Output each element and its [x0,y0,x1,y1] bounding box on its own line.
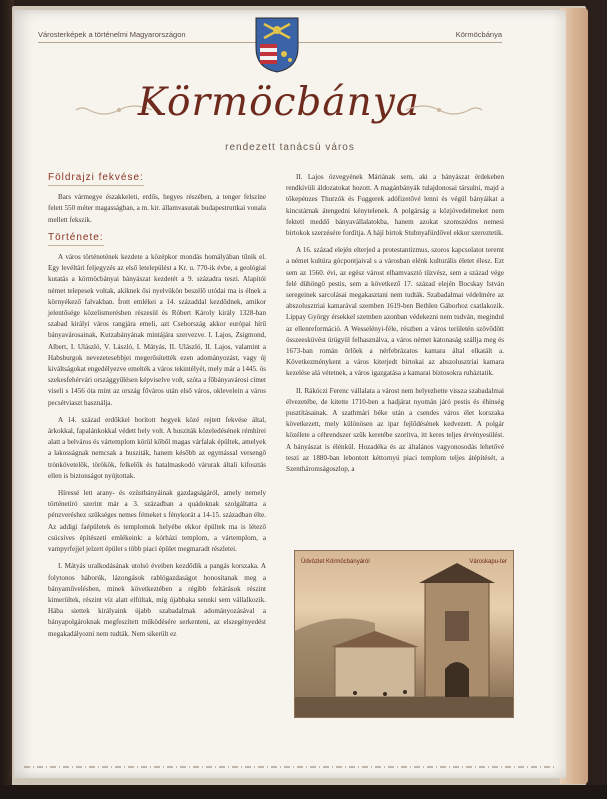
paragraph-history-1: A város történetének kezdete a középkor mondás homályában tűnik el. Egy levéltári feljegyzés az első letelepülést a Kr. u. 770-ik évbe, a geológiai kutatás a körmöcbányai bányászat kezdetét a 9. századra teszi. Alapítói német telepesek voltak, akiknek ősi nyelvükön beszélő utódai ma is élnek a környékező falvakban. Írott emlékei a 14. századdal kezdődnek, amikor jelentősége közelismerésben részesül és Róbert Károly király 1328-ban szabad királyi város rangjára emeli, azt Csehország akkor európai hírű bányavárosainak, Kutzabányának mintájára szervezve. I. Lajos, Zsigmond, Albert, I. Ulászló, V. László, I. Mátyás, II. Ulászló, II. Lajos, valamint a Habsburgok nevezetesebbjei megerősítették ezen adományozást, vagy új kiváltságokat engedélyezve emelték a város tekintélyét, mely már a 1445. ös szekesfehérvári országgyűlésen képviselve volt, szóta a főbányavárosi címet viseli s 1456 óta mint az ország főváros után első város, oklevelein a város pecsétviaszt használja. [48,253,266,407]
section-heading-geography: Földrajzi fekvése: [48,172,144,186]
paragraph-history-5: II. Lajos özvegyének Máriának sem, aki a bányászat érdekeben rendkívüli áldozatokat hozott. A magánbányák tulajdonosai társulni, majd a tőkepénzes Thurzók és Fuggerek adófizetővé lenni és végül bányáikat a kincstárnak átengedni kénytelenek. A polgárság a közjóvedelmeket nem fektetl meddő bányavállalatokba, hanem azokat szomszédos nemesi birtokok szerzésére fordítja. A hájí birtok Stubnyafürdővel ekkor szereztetik. [286,173,504,238]
page-subtitle: rendezett tanácsú város [225,142,355,153]
ornament-right-icon [404,100,484,120]
background-bottom [0,785,607,799]
page-title: Körmöcbánya [137,80,421,125]
town-gate-illustration [295,551,513,717]
photo-caption-right: Városkapu-ter [469,559,507,565]
paragraph-history-4: I. Mátyás uralkodásának utolsó éveiben kezdődik a pangás korszaka. A folytonos háborúk, lázongások rablógazdaságot honosítanak meg a bányaművelésben, minek következtében a régibb feltárások részint kimerültek, részint víz alatt elfúltak, míg újabbaka sennki sem vállalkozik. Hába siettek királyaink újabb szabadalmak adományozásával a bányapolgároknak megfeszített működésére serkenteni, az elszegényedést megakadályozni nem tudták. Nem sikerült ez [48,562,266,638]
historic-postcard-photo [294,550,514,718]
left-column [48,172,266,646]
title-block [64,80,494,140]
photo-caption-left: Üdvözlet Körmöcbányáról [301,559,370,565]
running-header-right: Körmöcbánya [455,30,502,39]
paragraph-history-3: Híressé lett arany- és ezüstbányáinak gazdagságáról, amely nemely történetíró szerint már a 3. században a quádoknak szolgáltatta a pénzveréshez szükséges nemes fémeket s fénykorát a 14-15. században élte. Az addigi faépületek és templomok helyébe ekkor épültek ma is létező csúcsíves építészeti emlékeink: a kórházi templom, a vártemplom, a vampyrfejjel jelzett épület s több piaci épület megmaradt részletei. [48,489,266,554]
book-page [14,10,566,778]
paragraph-history-2: A 14. század erdőkkel borított hegyek közé rejtett fekvése által, árkokkal, fapalánkokkal védett hely volt. A husziták közeledésének rémhírei alatt a belváros és vártemplom körül kőből magas várfalak épültek, amelyek a lakosságnak nemcsak a husziták, hanem később az egymással versengő trónkövetelők, törökök, felkelők és hatalmaskodó várurak általi kifosztás ellen is biztonságot nyújtottak. [48,415,266,480]
right-column [286,172,504,481]
paragraph-history-6: A 16. század elején elterjed a protestantizmus, szoros kapcsolatot teremt a német kultúra gócpontjaival s a városban elénk kulturális életet élesz. Ezt sem az 1560. évi, az egész várost elhamvasztó tűzvész, sem a század vége felé dühöngő pestis, sem a következő 17. század elején Bocskay István seregeinek sarcolásai megakasztani nem tudták. Szabadalmai védelmére az abszolusztriai kamarával szemben 1619-ben Bethlen Gáborhoz csatlakozik. Lippay György érsekkel szemben azonban védekezni nem tudván, megindul az ellenreformáció. A Wesselényi-féle, részben a város területén szövődött összeesküvést ürügyül felhasználva, a város német katonaság szállja meg és 1673-ban román őrlőek a nérfebrázatos kamara által elkatált a. Következménykent a város kiterjedt birtokai az abszolusztriai kamara kezelése alá vétetnek, a város igazgatása a kamarai bíztosokra ruháztatik. [286,246,504,378]
coat-of-arms-icon [254,16,300,74]
footer-ornament-icon [14,760,566,774]
paragraph-geography: Bars vármegye északkeleti, erdős, hegyes részében, a tenger felszíne felett 550 méter magasságban, a m. kir. államvasutak budapestruttkai vonala mellett fekszik. [48,193,266,224]
paragraph-history-7: II. Rákóczi Ferenc vállalata a várost nem helyezhette vissza szabadalmai élvezetébe, de kitette 1710-ben a hadjárat nyomán járó pestis és éhinség pusztításainak. A szathmári béke után a csendes város élet korszaka következett, mely különösen az ipar fejlődésének kedvezett. A polgár közélete a céhrendszer szűk keretébe szorítva, itt keres teljes érvényesülést. A bányászat is élénkül. Hozadéka és az általános vagyonosodás lehetővé teszi az 1880-ban lebontott kéttornyú piaci templom teljes átépítését, a Szentháromságoszlop, a [286,386,504,474]
running-header-left: Városterképek a történelmi Magyarországon [38,30,186,39]
section-heading-history: Története: [48,232,104,246]
